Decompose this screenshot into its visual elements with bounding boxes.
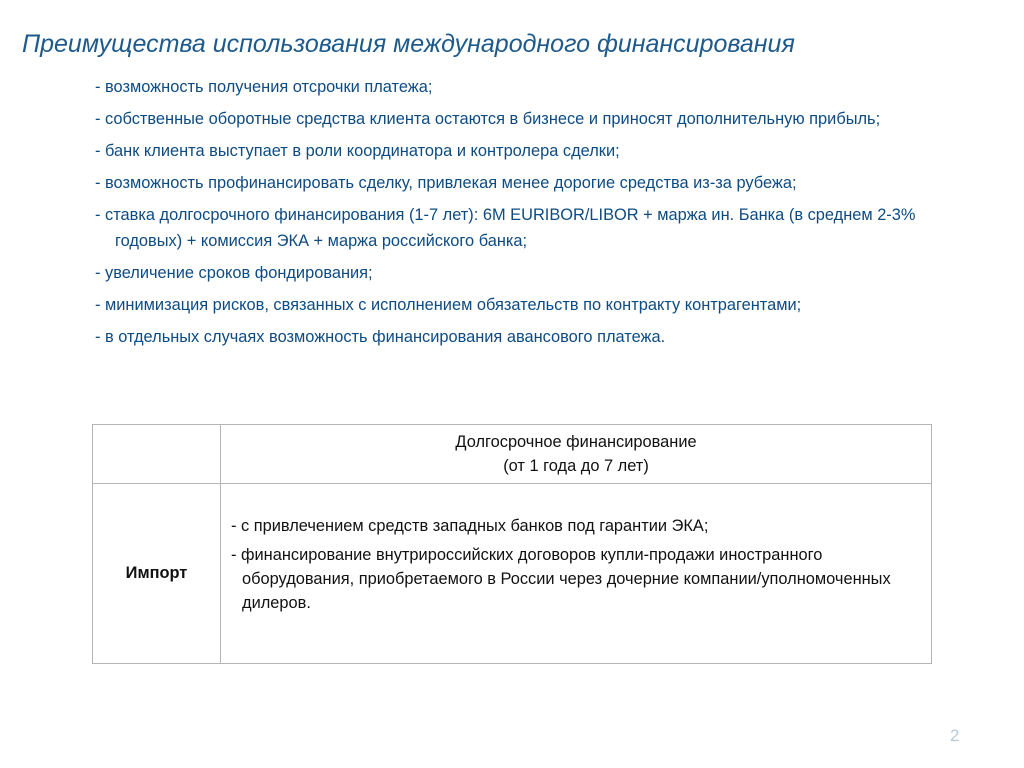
table-corner-cell <box>93 425 221 484</box>
row-content-import <box>221 484 932 664</box>
list-item: - финансирование внутрироссийских договоров купли-продажи иностранного оборудования, приобретаемого в России через дочерние компании/уполномоченных дилеров. <box>231 545 891 612</box>
table-header-cell <box>221 425 932 484</box>
advantage-item: - в отдельных случаях возможность финансирования авансового платежа. <box>95 328 666 346</box>
advantage-item: - минимизация рисков, связанных с исполнением обязательств по контракту контрагентами; <box>95 296 802 314</box>
import-items-list <box>231 514 911 615</box>
advantage-item: - возможность получения отсрочки платежа; <box>95 78 433 96</box>
advantage-item: - банк клиента выступает в роли координатора и контролера сделки; <box>95 142 620 160</box>
table-header-row <box>93 425 932 484</box>
advantages-list <box>95 74 975 356</box>
list-item: - с привлечением средств западных банков под гарантии ЭКА; <box>231 516 709 535</box>
table-header-subtitle: (от 1 года до 7 лет) <box>503 457 649 475</box>
row-label-import: Импорт <box>93 484 221 664</box>
table-row <box>93 484 932 664</box>
advantage-item: - ставка долгосрочного финансирования (1-7 лет): 6М EURIBOR/LIBOR + маржа ин. Банка (в среднем 2-3% годовых) + комиссия ЭКА + маржа российского банка; <box>95 206 916 250</box>
slide-title: Преимущества использования международного финансирования <box>22 30 795 58</box>
page-number: 2 <box>950 726 960 745</box>
advantage-item: - собственные оборотные средства клиента остаются в бизнесе и приносят дополнительную прибыль; <box>95 110 881 128</box>
financing-table <box>92 424 932 664</box>
table-header-title: Долгосрочное финансирование <box>455 433 697 451</box>
advantage-item: - увеличение сроков фондирования; <box>95 264 373 282</box>
advantage-item: - возможность профинансировать сделку, привлекая менее дорогие средства из-за рубежа; <box>95 174 797 192</box>
